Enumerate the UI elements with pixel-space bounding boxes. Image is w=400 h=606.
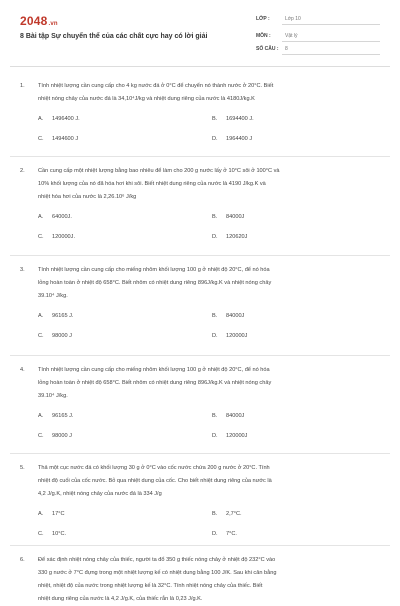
question-line: Tính nhiệt lượng cần cung cấp cho miếng nhôm khối lượng 100 g ở nhiệt độ 20°C, để nó hóa [38,267,270,273]
question-line: Thả một cục nước đá có khối lượng 30 g ở 0°C vào cốc nước chứa 200 g nước ở 20°C. Tính [38,465,270,471]
answer-option[interactable] [212,116,254,122]
question-text [20,462,378,501]
question-text [20,264,378,303]
question-line: lỏng hoàn toàn ở nhiệt độ 658°C. Biết nhôm có nhiệt dung riêng 896J/kg.K và nhiệt nóng chảy [38,280,272,286]
meta-subject-label: MÔN : [256,33,271,39]
option-text: 10°C. [52,531,67,537]
answer-option[interactable] [38,531,66,537]
option-text: 98000 J [52,333,72,339]
option-key: A. [38,116,44,122]
question-line: Cần cung cấp một nhiệt lượng bằng bao nhiêu để làm cho 200 g nước lấy ở 10°C sôi ở 100°C và [38,168,280,174]
option-key: D. [212,531,218,537]
answer-option[interactable] [38,433,72,439]
answer-option[interactable] [38,313,73,319]
answer-option[interactable] [212,214,244,220]
question-number: 2. [20,168,25,174]
option-text: 120000J [226,333,248,339]
option-key: D. [212,136,218,142]
option-key: B. [212,214,218,220]
question-line: nhiệt độ cuối của cốc nước. Bỏ qua nhiệt dung của cốc. Cho biết nhiệt dung riêng của nước là [38,478,272,484]
question-divider [10,545,390,546]
option-text: 120000J [226,433,248,439]
question-line: nhiệt dung riêng của nước là 4,2 J/g.K, của thiếc rắn là 0,23 J/g.K. [38,596,203,602]
header-divider [10,66,390,67]
question-line: nhiệt, nhiệt độ của nước trong nhiệt lượng kế là 32°C. Tính nhiệt nóng chảy của thiếc. Biết [38,583,263,589]
option-key: C. [38,433,44,439]
answer-option[interactable] [212,511,242,517]
logo-suffix: .vn [48,21,58,27]
option-key: A. [38,313,44,319]
question-line: 39.10⁴ J/kg. [38,393,68,399]
answer-option[interactable] [212,234,247,240]
option-key: C. [38,531,44,537]
option-text: 1494600 J [52,136,79,142]
question-divider [10,453,390,454]
question-number: 1. [20,83,25,89]
meta-count [256,46,380,55]
option-text: 7°C. [226,531,237,537]
question-divider [10,255,390,256]
answer-option[interactable] [38,333,72,339]
answer-option[interactable] [212,413,244,419]
meta-underline [282,41,380,42]
site-logo[interactable] [20,14,58,28]
question-line: 39.10⁴ J/kg. [38,293,68,299]
option-key: D. [212,433,218,439]
option-key: D. [212,234,218,240]
meta-class [256,16,380,25]
option-text: 84000J [226,413,245,419]
question-line: Để xác định nhiệt nóng chảy của thiếc, người ta đổ 350 g thiếc nóng chảy ở nhiệt độ 232°C vào [38,557,276,563]
question-line: nhiệt nóng chảy của nước đá là 34,10⁴J/kg và nhiệt dung riêng của nước là 4180J/kg.K [38,96,255,102]
answer-option[interactable] [38,511,65,517]
meta-class-label: LỚP : [256,16,270,22]
option-text: 1964400 J [226,136,253,142]
option-key: A. [38,511,44,517]
answer-option[interactable] [38,413,73,419]
question-divider [10,156,390,157]
option-key: C. [38,333,44,339]
option-key: B. [212,413,218,419]
option-text: 120620J [226,234,248,240]
option-text: 2,7°C. [226,511,242,517]
option-text: 84000J [226,313,245,319]
question-line: Tính nhiệt lượng cần cung cấp cho miếng nhôm khối lượng 100 g ở nhiệt độ 20°C, để nó hóa [38,367,270,373]
option-text: 17°C [52,511,65,517]
answer-option[interactable] [212,313,244,319]
answer-option[interactable] [212,531,237,537]
option-text: 98000 J [52,433,72,439]
option-text: 64000J. [52,214,72,220]
question-number: 3. [20,267,25,273]
meta-underline [282,54,380,55]
option-key: A. [38,413,44,419]
answer-option[interactable] [38,116,80,122]
answer-option[interactable] [212,433,247,439]
option-key: B. [212,511,218,517]
question-divider [10,355,390,356]
question-number: 4. [20,367,25,373]
option-text: 96165 J. [52,413,74,419]
answer-option[interactable] [212,333,247,339]
answer-option[interactable] [212,136,252,142]
option-key: A. [38,214,44,220]
option-key: B. [212,313,218,319]
meta-count-label: SỐ CÂU : [256,46,279,52]
option-key: D. [212,333,218,339]
question-line: lỏng hoàn toàn ở nhiệt độ 658°C. Biết nhôm có nhiệt dung riêng 896J/kg.K và nhiệt nóng chảy [38,380,272,386]
question-line: 10% khối lượng của nó đã hóa hơi khi sôi. Biết nhiệt dung riêng của nước là 4190 J/kg.K và [38,181,266,187]
option-text: 120000J. [52,234,76,240]
meta-underline [282,24,380,25]
question-text [20,554,378,606]
option-text: 96165 J. [52,313,74,319]
question-line: Tính nhiệt lượng cần cung cấp cho 4 kg nước đá ở 0°C để chuyển nó thành nước ở 20°C. Biết [38,83,274,89]
question-number: 5. [20,465,25,471]
option-key: C. [38,136,44,142]
question-line: nhiệt hóa hơi của nước là 2,26.10⁶ J/kg [38,194,137,200]
option-text: 1496400 J. [52,116,80,122]
answer-option[interactable] [38,214,72,220]
option-key: C. [38,234,44,240]
question-text [20,165,378,204]
question-number: 6. [20,557,25,563]
meta-class-value: Lớp 10 [285,16,301,22]
question-line: 330 g nước ở 7°C đựng trong một nhiệt lượng kế có nhiệt dung bằng 100 J/K. Sau khi cân bằng [38,570,277,576]
answer-option[interactable] [38,234,75,240]
meta-count-value: 8 [285,46,288,52]
question-line: 4,2 J/g.K, nhiệt nóng chảy của nước đá là 334 J/g [38,491,162,497]
page-title: 8 Bài tập Sự chuyển thể của các chất cực hay có lời giải [20,33,208,40]
meta-subject-value: Vật lý [285,33,298,39]
question-text [20,364,378,403]
option-text: 84000J [226,214,245,220]
option-text: 1694400 J. [226,116,254,122]
meta-subject [256,33,380,42]
answer-option[interactable] [38,136,78,142]
logo-text: 2048 [20,14,48,28]
question-text [20,80,378,106]
option-key: B. [212,116,218,122]
